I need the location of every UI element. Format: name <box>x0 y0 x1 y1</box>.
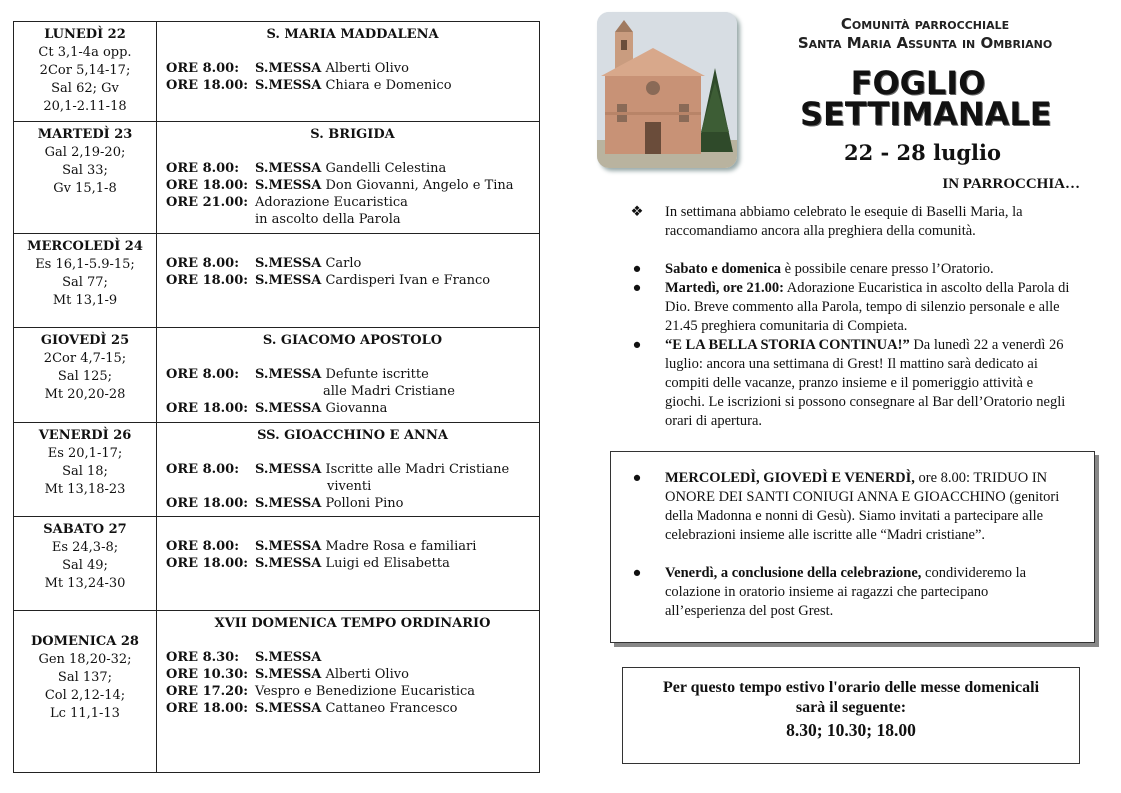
mass-line: ORE 18.00: S.MESSA Cardisperi Ivan e Franco <box>166 273 491 288</box>
notice-text: condivideremo la colazione in oratorio insieme ai ragazzi che partecipano all’esperienza del post Grest. <box>665 565 1027 619</box>
mass-cell <box>158 234 539 327</box>
mass-line: ORE 18.00: S.MESSA Don Giovanni, Angelo e Tina <box>166 178 514 193</box>
mass-line: ORE 10.30: S.MESSA Alberti Olivo <box>166 667 409 682</box>
newsletter-title <box>800 64 1052 133</box>
mass-line: ORE 8.00: S.MESSA Madre Rosa e familiari <box>166 539 477 554</box>
schedule-row-wednesday <box>14 234 539 328</box>
mass-line: ORE 18.00: S.MESSA Chiara e Domenico <box>166 78 452 93</box>
reading: Gal 2,19-20; <box>44 145 126 160</box>
reading: 2Cor 5,14-17; <box>39 63 131 78</box>
schedule-row-thursday <box>14 328 539 423</box>
reading: Es 16,1-5.9-15; <box>35 257 135 272</box>
day-cell <box>14 423 157 516</box>
reading: Gen 18,20-32; <box>38 652 132 667</box>
reading: Es 24,3-8; <box>51 540 119 555</box>
saint-name: SS. GIOACCHINO E ANNA <box>257 428 448 443</box>
day-name: LUNEDÌ 22 <box>44 27 126 42</box>
reading: 20,1-2.11-18 <box>43 99 127 114</box>
day-name: SABATO 27 <box>43 522 127 537</box>
mass-line-continued: in ascolto della Parola <box>255 212 401 227</box>
mass-line-continued: alle Madri Cristiane <box>323 384 455 399</box>
notice-text: Da lunedì 22 a venerdì 26 luglio: ancora una settimana di Grest! Il mattino sarà dedicato ai compiti delle vacanze, pranzo insieme e il pomeriggio attività e giochi. Le iscrizioni si possono consegnare al Bar dell’Oratorio negli orari di apertura. <box>665 337 1066 429</box>
mass-cell <box>158 517 539 610</box>
notice-bold: MERCOLEDÌ, GIOVEDÌ E VENERDÌ, <box>665 470 915 486</box>
reading: Mt 20,20-28 <box>44 387 126 402</box>
day-name: GIOVEDÌ 25 <box>40 333 130 348</box>
bullet-icon: ● <box>632 261 642 277</box>
reading: Sal 137; <box>57 670 113 685</box>
weekly-schedule-table <box>13 21 540 773</box>
mass-cell <box>158 22 539 121</box>
day-cell <box>14 611 157 772</box>
reading: Ct 3,1-4a opp. <box>38 45 132 60</box>
notice-bold: Sabato e domenica <box>665 261 781 277</box>
day-cell <box>14 234 157 327</box>
mass-line: ORE 8.00: S.MESSA Defunte iscritte <box>166 367 429 382</box>
reading: Sal 33; <box>62 163 108 178</box>
mass-line: ORE 8.00: S.MESSA Alberti Olivo <box>166 61 409 76</box>
mass-cell <box>158 328 539 422</box>
summer-line-2: sarà il seguente: <box>795 699 907 716</box>
reading: Sal 125; <box>57 369 113 384</box>
mass-line-continued: viventi <box>327 479 372 494</box>
day-name: DOMENICA 28 <box>31 634 139 649</box>
day-cell <box>14 122 157 233</box>
diamond-bullet-icon: ❖ <box>630 204 644 220</box>
reading: Sal 18; <box>62 464 108 479</box>
bullet-icon: ● <box>632 565 642 581</box>
mass-line: ORE 18.00: S.MESSA Cattaneo Francesco <box>166 701 458 716</box>
mass-cell <box>158 122 539 233</box>
mass-line: ORE 18.00: S.MESSA Polloni Pino <box>166 496 404 511</box>
mass-line: ORE 21.00: Adorazione Eucaristica <box>166 195 408 210</box>
schedule-row-sunday <box>14 611 539 772</box>
reading: Sal 62; Gv <box>51 81 119 96</box>
triduo-box <box>610 451 1095 643</box>
parish-name <box>770 15 1080 53</box>
day-cell <box>14 328 157 422</box>
saint-name: S. MARIA MADDALENA <box>266 27 439 42</box>
schedule-row-monday <box>14 22 539 122</box>
schedule-row-friday <box>14 423 539 517</box>
bullet-icon: ● <box>632 337 642 353</box>
community-line-1: Comunità parrocchiale <box>840 15 1010 33</box>
church-illustration <box>597 12 737 168</box>
reading: Es 20,1-17; <box>47 446 123 461</box>
summer-mass-times: 8.30; 10.30; 18.00 <box>786 720 916 740</box>
reading: Lc 11,1-13 <box>50 706 120 721</box>
reading: Col 2,12-14; <box>44 688 126 703</box>
day-name: MARTEDÌ 23 <box>37 127 133 142</box>
notice-bold: “E LA BELLA STORIA CONTINUA!” <box>665 337 910 353</box>
day-name: VENERDÌ 26 <box>38 428 132 443</box>
reading: 2Cor 4,7-15; <box>43 351 127 366</box>
mass-line: ORE 8.00: S.MESSA Iscritte alle Madri Cristiane <box>166 462 510 477</box>
reading: Mt 13,18-23 <box>44 482 126 497</box>
bullet-icon: ● <box>632 280 642 296</box>
mass-cell <box>158 611 539 772</box>
reading: Sal 77; <box>62 275 108 290</box>
notice-text: Adorazione Eucaristica in ascolto della Parola di Dio. Breve commento alla Parola, tempo di silenzio personale e alle 21.45 preghiera comunitaria di Compieta. <box>665 280 1070 334</box>
mass-line: ORE 18.00: S.MESSA Luigi ed Elisabetta <box>166 556 450 571</box>
mass-line: ORE 8.00: S.MESSA Carlo <box>166 256 362 271</box>
notice-bold: Martedì, ore 21.00: <box>665 280 784 296</box>
schedule-row-saturday <box>14 517 539 611</box>
mass-line: ORE 8.00: S.MESSA Gandelli Celestina <box>166 161 447 176</box>
section-heading: IN PARROCCHIA… <box>942 176 1080 192</box>
reading: Mt 13,1-9 <box>52 293 118 308</box>
notice-text: In settimana abbiamo celebrato le esequie di Baselli Maria, la raccomandiamo ancora alla preghiera della comunità. <box>665 204 1023 239</box>
mass-line: ORE 18.00: S.MESSA Giovanna <box>166 401 388 416</box>
mass-line: ORE 17.20: Vespro e Benedizione Eucaristica <box>166 684 476 699</box>
reading: Sal 49; <box>62 558 108 573</box>
saint-name: S. BRIGIDA <box>310 127 395 142</box>
week-dates: 22 - 28 luglio <box>844 140 1001 165</box>
community-line-2: Santa Maria Assunta in Ombriano <box>797 34 1053 52</box>
notice-text: è possibile cenare presso l’Oratorio. <box>781 261 994 277</box>
reading: Mt 13,24-30 <box>44 576 126 591</box>
summer-mass-times-box <box>622 667 1080 764</box>
saint-name: XVII DOMENICA TEMPO ORDINARIO <box>214 616 491 631</box>
saint-name: S. GIACOMO APOSTOLO <box>262 333 443 348</box>
title-line-2: SETTIMANALE <box>800 95 1052 133</box>
notice-text: ore 8.00: TRIDUO IN ONORE DEI SANTI CONIUGI ANNA E GIOACCHINO (genitori della Madonna e nonni di Gesù). Siamo invitati a partecipare alle celebrazioni insieme alle iscritte alle “Madri cristiane”. <box>665 470 1060 543</box>
summer-line-1: Per questo tempo estivo l'orario delle messe domenicali <box>662 679 1040 696</box>
reading: Gv 15,1-8 <box>53 181 117 196</box>
mass-cell <box>158 423 539 516</box>
church-photo <box>597 12 737 168</box>
schedule-row-tuesday <box>14 122 539 234</box>
day-cell <box>14 22 157 121</box>
day-cell <box>14 517 157 610</box>
mass-line: ORE 8.30: S.MESSA <box>166 650 322 665</box>
title-line-1: FOGLIO <box>850 64 986 102</box>
bullet-icon: ● <box>632 470 642 486</box>
day-name: MERCOLEDÌ 24 <box>27 239 143 254</box>
notice-bold: Venerdì, a conclusione della celebrazione, <box>665 565 922 581</box>
